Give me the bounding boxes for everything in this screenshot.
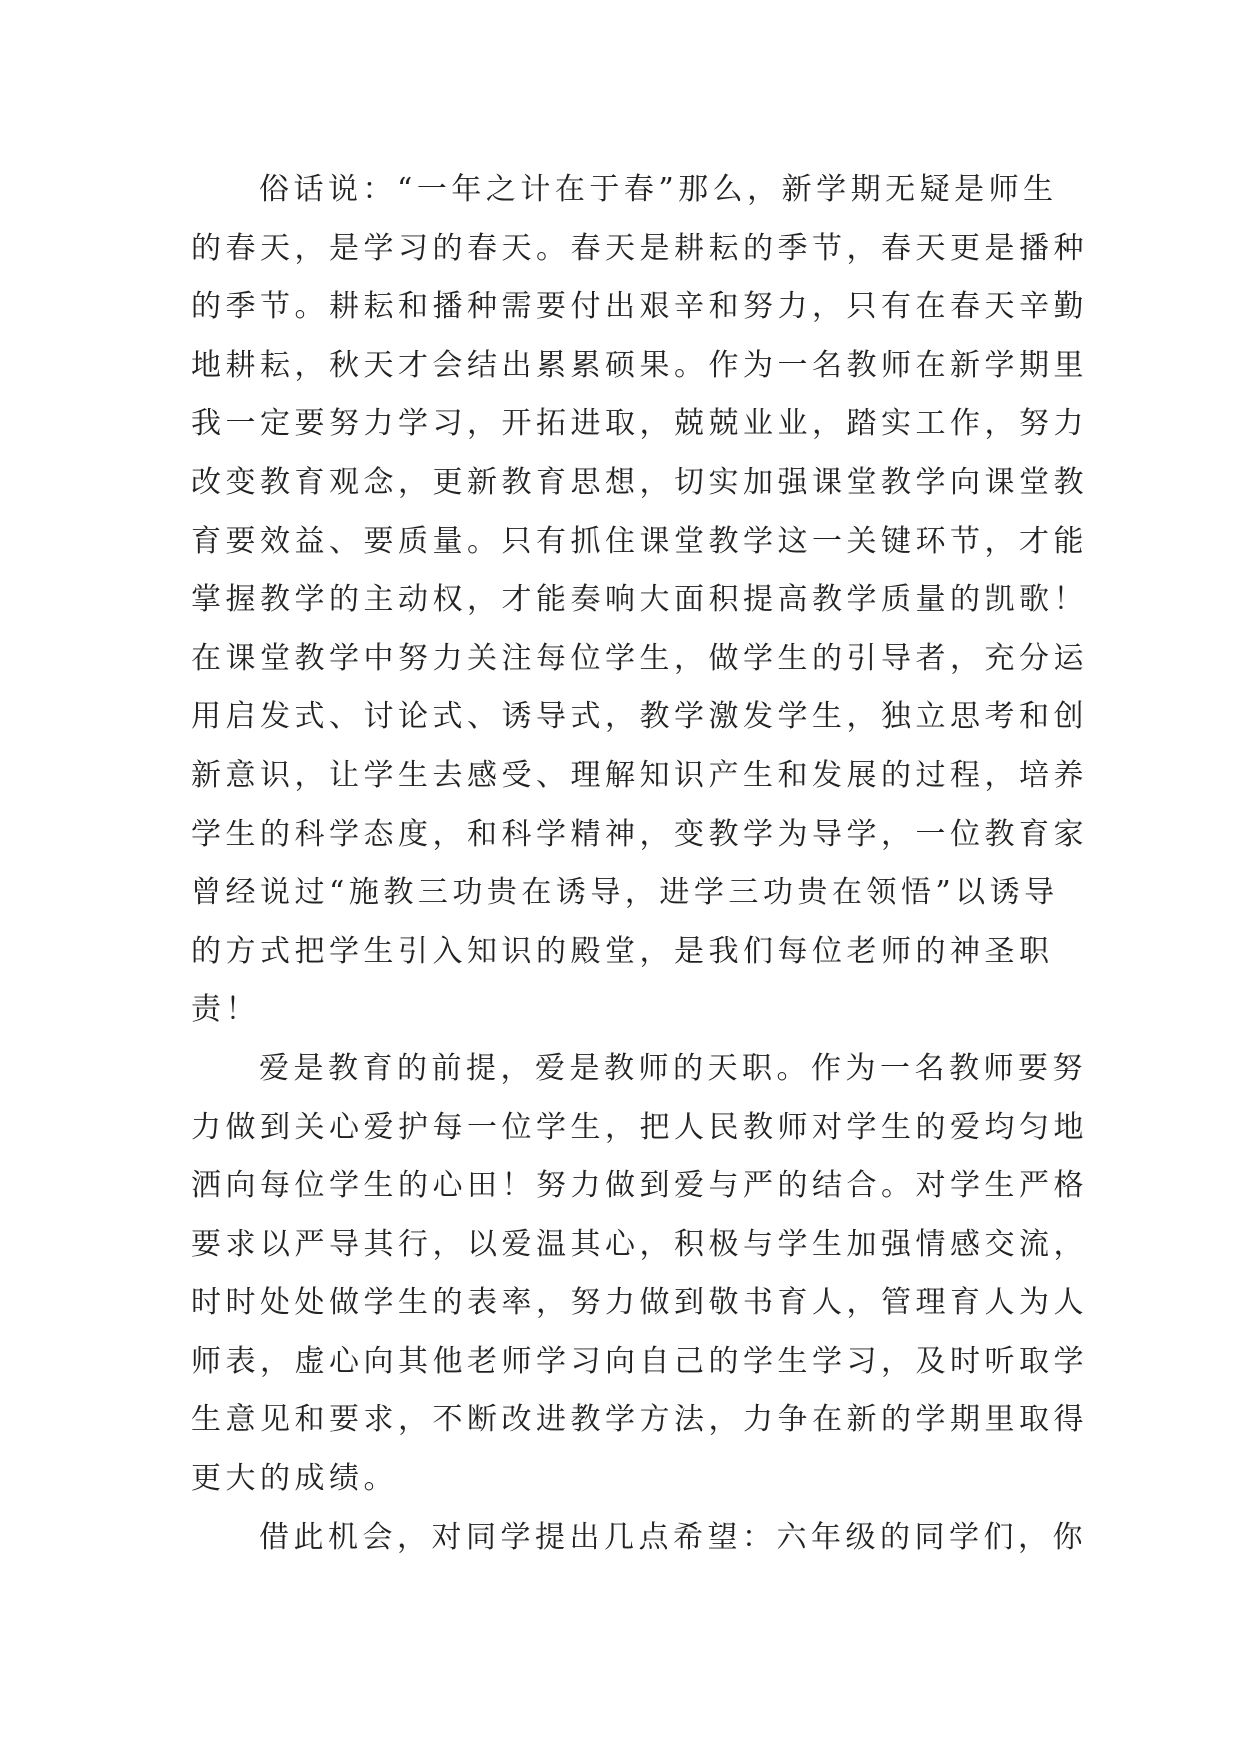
text-line: 新意识，让学生去感受、理解知识产生和发展的过程，培养 bbox=[191, 757, 1088, 793]
paragraph-1 bbox=[191, 161, 1088, 1040]
text-line: 在课堂教学中努力关注每位学生，做学生的引导者，充分运 bbox=[191, 640, 1088, 676]
text-line: 的季节。耕耘和播种需要付出艰辛和努力，只有在春天辛勤 bbox=[191, 289, 1088, 325]
body-text bbox=[191, 161, 1088, 1567]
paragraph-2 bbox=[191, 1040, 1088, 1509]
text-line: 育要效益、要质量。只有抓住课堂教学这一关键环节，才能 bbox=[191, 523, 1088, 559]
text-line: 学生的科学态度，和科学精神，变教学为导学，一位教育家 bbox=[191, 816, 1088, 852]
text-line: 洒向每位学生的心田！努力做到爱与严的结合。对学生严格 bbox=[191, 1168, 1088, 1204]
paragraph-3 bbox=[191, 1509, 1087, 1568]
text-line: 更大的成绩。 bbox=[191, 1461, 398, 1497]
text-line: 曾经说过“施教三功贵在诱导，进学三功贵在领悟”以诱导 bbox=[191, 875, 1059, 911]
text-line: 的方式把学生引入知识的殿堂，是我们每位老师的神圣职 bbox=[191, 933, 1054, 969]
text-line: 力做到关心爱护每一位学生，把人民教师对学生的爱均匀地 bbox=[191, 1109, 1088, 1145]
text-line: 俗话说：“一年之计在于春”那么，新学期无疑是师生 bbox=[259, 172, 1058, 207]
text-line: 掌握教学的主动权，才能奏响大面积提高教学质量的凯歌！ bbox=[191, 582, 1088, 618]
text-line: 时时处处做学生的表率，努力做到敬书育人，管理育人为人 bbox=[191, 1285, 1088, 1321]
text-line: 爱是教育的前提，爱是教师的天职。作为一名教师要努 bbox=[259, 1050, 1087, 1086]
text-line: 责！ bbox=[191, 992, 260, 1028]
text-line: 借此机会，对同学提出几点希望：六年级的同学们，你 bbox=[259, 1519, 1087, 1555]
text-line: 用启发式、讨论式、诱导式，教学激发学生，独立思考和创 bbox=[191, 699, 1088, 735]
text-line: 我一定要努力学习，开拓进取，兢兢业业，踏实工作，努力 bbox=[191, 406, 1088, 442]
text-line: 的春天，是学习的春天。春天是耕耘的季节，春天更是播种 bbox=[191, 230, 1088, 266]
text-line: 生意见和要求，不断改进教学方法，力争在新的学期里取得 bbox=[191, 1402, 1088, 1438]
text-line: 师表，虚心向其他老师学习向自己的学生学习，及时听取学 bbox=[191, 1343, 1088, 1379]
text-line: 地耕耘，秋天才会结出累累硕果。作为一名教师在新学期里 bbox=[191, 347, 1088, 383]
text-line: 改变教育观念，更新教育思想，切实加强课堂教学向课堂教 bbox=[191, 464, 1088, 500]
text-line: 要求以严导其行，以爱温其心，积极与学生加强情感交流， bbox=[191, 1226, 1088, 1262]
